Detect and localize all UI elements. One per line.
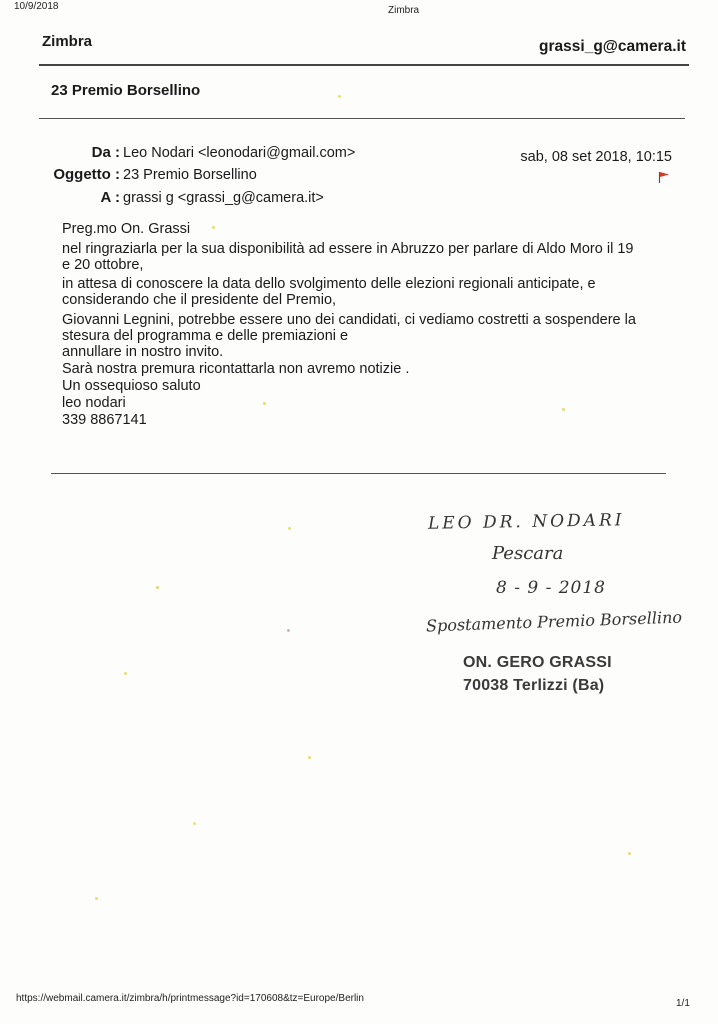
body-line: Giovanni Legnini, potrebbe essere uno dei candidati, ci vediamo costretti a sospendere la — [62, 311, 636, 328]
body-line: nel ringraziarla per la sua disponibilità ad essere in Abruzzo per parlare di Aldo Moro il 19 — [62, 240, 634, 257]
subject-value: 23 Premio Borsellino — [123, 167, 257, 183]
to-value: grassi g <grassi_g@camera.it> — [123, 190, 324, 206]
body-line: annullare in nostro invito. — [62, 343, 224, 360]
scan-speck — [628, 852, 631, 855]
message-date: sab, 08 set 2018, 10:15 — [520, 149, 672, 165]
body-line: Sarà nostra premura ricontattarla non avremo notizie . — [62, 361, 410, 378]
body-line: Un ossequioso saluto — [62, 378, 201, 395]
account-email: grassi_g@camera.it — [539, 38, 686, 55]
scan-speck — [156, 586, 159, 589]
page-title: 23 Premio Borsellino — [51, 82, 201, 99]
stamp-address: 70038 Terlizzi (Ba) — [463, 677, 605, 694]
scan-speck — [193, 822, 196, 825]
scan-speck — [287, 629, 290, 632]
handwritten-name: LEO DR. NODARI — [427, 510, 625, 534]
message-body — [62, 222, 636, 429]
scan-speck — [562, 408, 565, 411]
scan-speck — [288, 527, 291, 530]
to-label: A : — [100, 189, 120, 206]
scan-speck — [308, 756, 311, 759]
from-value: Leo Nodari <leonodari@gmail.com> — [123, 145, 356, 161]
page-number: 1/1 — [676, 998, 690, 1009]
body-line: leo nodari — [62, 394, 126, 411]
flag-icon[interactable] — [658, 171, 670, 183]
handwritten-city: Pescara — [492, 543, 564, 564]
scan-speck — [95, 897, 98, 900]
print-title: Zimbra — [388, 5, 420, 16]
from-label: Da : — [91, 144, 120, 161]
body-line: stesura del programma e delle premiazioni e — [62, 327, 349, 344]
print-date: 10/9/2018 — [14, 1, 59, 12]
title-divider — [39, 118, 685, 119]
handwritten-date: 8 - 9 - 2018 — [496, 578, 606, 598]
body-divider — [51, 473, 666, 474]
brand-name: Zimbra — [42, 33, 93, 50]
body-line: in attesa di conoscere la data dello svolgimento delle elezioni regionali anticipate, e — [62, 276, 596, 293]
body-line: 339 8867141 — [62, 411, 147, 428]
body-line: Preg.mo On. Grassi — [62, 221, 191, 237]
subject-label: Oggetto : — [53, 166, 120, 183]
body-line: e 20 ottobre, — [62, 256, 144, 273]
scan-speck — [212, 226, 215, 229]
body-line: considerando che il presidente del Premio, — [62, 292, 337, 309]
scan-speck — [263, 402, 266, 405]
handwritten-subject: Spostamento Premio Borsellino — [425, 607, 683, 636]
stamp-name: ON. GERO GRASSI — [463, 654, 612, 671]
scan-speck — [124, 672, 127, 675]
print-url: https://webmail.camera.it/zimbra/h/printmessage?id=170608&tz=Europe/Berlin — [16, 993, 364, 1004]
scan-speck — [338, 95, 341, 98]
top-divider — [39, 64, 689, 66]
